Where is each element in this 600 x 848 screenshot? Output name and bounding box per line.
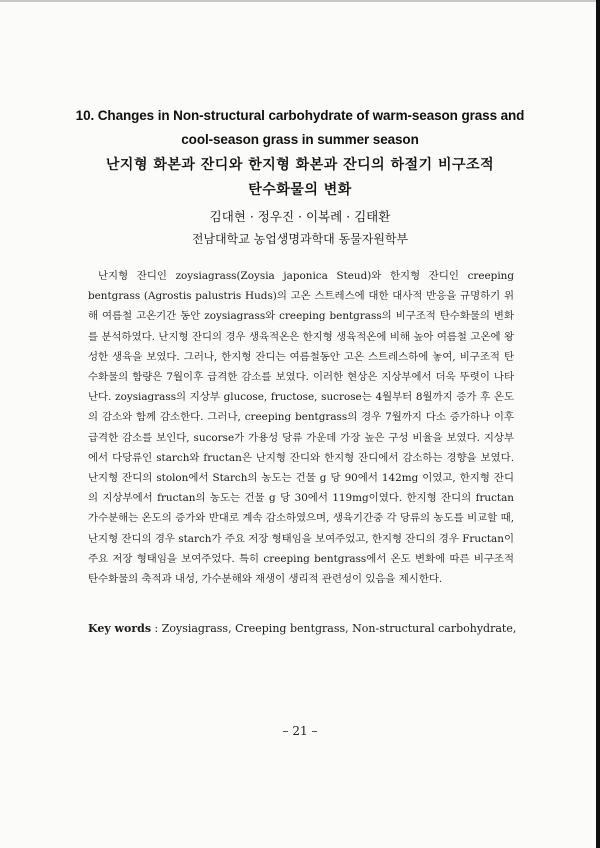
page-number: – 21 – xyxy=(282,724,318,738)
scan-top-edge xyxy=(0,0,600,2)
title-korean-line-2: 탄수화물의 변화 xyxy=(248,182,352,198)
title-english-line-2: cool-season grass in summer season xyxy=(181,132,419,147)
affiliation: 전남대학교 농업생명과학대 동물자원학부 xyxy=(191,232,409,246)
authors: 김대현 · 정우진 · 이복례 · 김태환 xyxy=(209,209,391,224)
scan-right-edge xyxy=(596,0,600,848)
title-english-line-1: 10. Changes in Non-structural carbohydrate of warm-season grass and xyxy=(75,108,525,123)
abstract-body: 난지형 잔디인 zoysiagrass(Zoysia japonica Steud)와 한지형 잔디인 creeping bentgrass (Agrostis palustris Huds)의 고온 스트레스에 대한 대사적 반응을 규명하기 위해 여름철 고온기간 동안 zoysiagrass와 creeping bentgrass의 비구조적 탄수화물의 변화를 분석하였다. 난지형 잔디의 경우 생육적온은 한지형 생육적온에 비해 높아 여름철 고온에 왕성한 생육을 보였다. 그러나, 한지형 잔디는 여름철동안 고온 스트레스하에 놓여, 비구조적 탄수화물의 함량은 7월이후 급격한 감소를 보였다. 이러한 현상은 지상부에서 더욱 뚜렷이 나타난다. zoysiagrass의 지상부 glucose, fructose, sucrose는 4월부터 8월까지 증가 후 온도의 감소와 함께 감소한다. 그러나, creeping bentgrass의 경우 7월까지 다소 증가하나 이후 급격한 감소를 보인다, sucorse가 가용성 당류 가운데 가장 높은 구성 비율을 보였다. 지상부에서 다당류인 starch와 fructan은 난지형 잔디와 한지형 잔디에서 감소하는 경향을 보였다. 난지형 잔디의 stolon에서 Starch의 농도는 건물 g 당 90에서 142mg 이였고, 한지형 잔디의 지상부에서 fructan의 농도는 건물 g 당 30에서 119mg이였다. 한지형 잔디의 fructan 가수분해는 온도의 증가와 반대로 계속 감소하였으며, 생육기간중 각 당류의 농도를 비교할 때, 난지형 잔디의 경우 starch가 주요 저장 형태임을 보여주었고, 한지형 잔디의 경우 Fructan이 주요 저장 형태임을 보여주었다. 특히 creeping bentgrass에서 온도 변화에 따른 비구조적 탄수화물의 축적과 내성, 가수분해와 재생이 생리적 관련성이 있음을 제시한다. xyxy=(88,270,514,586)
title-korean-line-1: 난지형 화본과 잔디와 한지형 화본과 잔디의 하절기 비구조적 xyxy=(105,157,495,173)
keywords-line xyxy=(88,622,518,635)
keywords-label: Key words xyxy=(88,622,152,635)
keywords-text: : Zoysiagrass, Creeping bentgrass, Non-structural carbohydrate, xyxy=(151,622,517,635)
